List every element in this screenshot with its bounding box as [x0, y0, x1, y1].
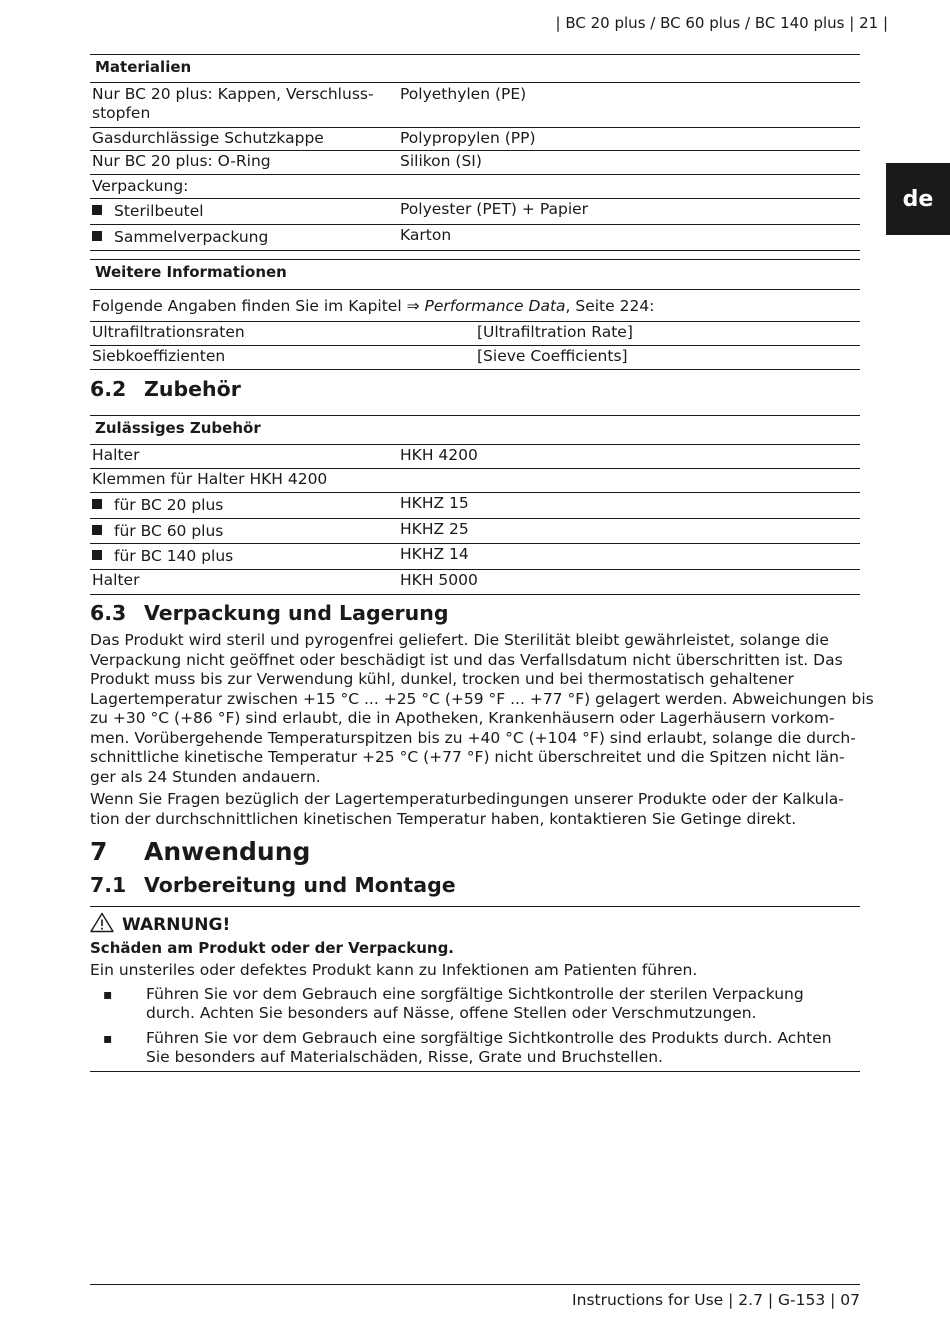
accessory-row-value: HKHZ 25 — [400, 520, 469, 538]
materials-bullet-row — [92, 228, 268, 248]
list-bullet-icon: ▪ — [103, 1031, 113, 1047]
paragraph-line: Verpackung nicht geöffnet oder beschädigt ist und das Verfallsdatum nicht überschritten ist. Das — [90, 650, 843, 669]
materials-row-label: Gasdurchlässige Schutzkappe — [92, 129, 324, 147]
table-rule — [90, 224, 860, 225]
paragraph-line: tion der durchschnittlichen kinetischen Temperatur haben, kontaktieren Sie Getinge direkt. — [90, 809, 797, 828]
section-number: 6.2 — [90, 377, 127, 401]
accessory-row-label: Halter — [92, 446, 140, 464]
paragraph-line: Das Produkt wird steril und pyrogenfrei geliefert. Die Sterilität bleibt gewährleistet, solange die — [90, 631, 829, 649]
bullet-square-icon — [92, 499, 102, 509]
table-rule — [90, 289, 860, 290]
materials-row-value: Polypropylen (PP) — [400, 129, 536, 147]
materials-row-label: stopfen — [92, 104, 151, 122]
further-info-intro — [92, 297, 654, 317]
materials-title: Materialien — [95, 58, 192, 76]
table-rule — [90, 468, 860, 469]
warning-item-line: Führen Sie vor dem Gebrauch eine sorgfältige Sichtkontrolle der sterilen Verpackung — [146, 985, 804, 1003]
paragraph-line: Produkt muss bis zur Verwendung kühl, dunkel, trocken und bei thermostatisch gehaltener — [90, 670, 794, 688]
table-rule — [90, 543, 860, 544]
table-rule — [90, 594, 860, 595]
materials-row-label: Sterilbeutel — [114, 202, 204, 220]
materials-row-value: Karton — [400, 226, 452, 244]
section-number: 7.1 — [90, 873, 127, 897]
section-number: 6.3 — [90, 601, 127, 625]
materials-row-label: Nur BC 20 plus: Kappen, Verschluss- — [92, 85, 374, 103]
paragraph-line: men. Vorübergehende Temperaturspitzen bis zu +40 °C (+104 °F) sind erlaubt, solange die durch- — [90, 728, 856, 747]
warning-bottom-rule — [90, 1071, 860, 1072]
section-heading-6-2 — [90, 377, 241, 401]
materials-row-label: Verpackung: — [92, 177, 189, 195]
page-header: | BC 20 plus / BC 60 plus / BC 140 plus | 21 | — [555, 14, 888, 32]
table-rule — [90, 150, 860, 151]
accessories-table-title: Zulässiges Zubehör — [95, 419, 261, 437]
warning-text: Ein unsteriles oder defektes Produkt kann zu Infektionen am Patienten führen. — [90, 961, 698, 979]
accessory-row-value: HKHZ 14 — [400, 545, 469, 563]
materials-row-value: Polyester (PET) + Papier — [400, 200, 589, 218]
table-rule — [90, 369, 860, 370]
accessory-bullet-row — [92, 496, 223, 516]
warning-heading — [90, 912, 230, 935]
table-rule — [90, 345, 860, 346]
further-info-row-label: Siebkoeffizienten — [92, 347, 226, 365]
paragraph-line: Wenn Sie Fragen bezüglich der Lagertemperaturbedingungen unserer Produkte oder der Kalkula- — [90, 790, 844, 808]
language-tab: de — [886, 163, 950, 235]
further-info-row-value: [Ultrafiltration Rate] — [477, 323, 633, 341]
paragraph-line: schnittliche kinetische Temperatur +25 °C (+77 °F) nicht überschreitet und die Spitzen nicht län- — [90, 748, 845, 766]
intro-text: Folgende Angaben finden Sie im Kapitel — [92, 297, 407, 315]
warning-item-line: durch. Achten Sie besonders auf Nässe, offene Stellen oder Verschmutzungen. — [146, 1004, 757, 1022]
bullet-square-icon — [92, 550, 102, 560]
table-rule — [90, 321, 860, 322]
accessory-row-label: Klemmen für Halter HKH 4200 — [92, 470, 328, 488]
section-heading-7-1 — [90, 873, 456, 897]
materials-row-value: Silikon (SI) — [400, 152, 482, 170]
accessory-row-label: für BC 60 plus — [114, 522, 224, 540]
warning-label: WARNUNG! — [122, 915, 231, 935]
accessory-row-value: HKHZ 15 — [400, 494, 469, 512]
intro-suffix: , Seite 224: — [565, 297, 655, 315]
bullet-square-icon — [92, 231, 102, 241]
warning-subtitle: Schäden am Produkt oder der Verpackung. — [90, 939, 455, 957]
table-rule — [90, 250, 860, 251]
arrow-icon: ⇒ — [406, 297, 420, 315]
warning-item-line: Führen Sie vor dem Gebrauch eine sorgfältige Sichtkontrolle des Produkts durch. Achten — [146, 1029, 832, 1047]
further-info-title: Weitere Informationen — [95, 263, 287, 281]
chapter-link[interactable]: Performance Data — [424, 297, 566, 315]
footer-rule — [90, 1284, 860, 1285]
page-footer: Instructions for Use | 2.7 | G-153 | 07 — [572, 1291, 860, 1309]
table-rule — [90, 569, 860, 570]
materials-row-value: Polyethylen (PE) — [400, 85, 527, 103]
accessory-row-label: für BC 20 plus — [114, 496, 224, 514]
table-rule — [90, 259, 860, 260]
chapter-number: 7 — [90, 837, 108, 866]
table-rule — [90, 518, 860, 519]
table-rule — [90, 174, 860, 175]
table-rule — [90, 82, 860, 83]
table-rule — [90, 492, 860, 493]
paragraph-line: zu +30 °C (+86 °F) sind erlaubt, die in Apotheken, Krankenhäusern oder Lagerhäusern vorkom- — [90, 709, 835, 727]
warning-item-line: Sie besonders auf Materialschäden, Risse, Grate und Bruchstellen. — [146, 1048, 663, 1066]
table-rule — [90, 198, 860, 199]
table-rule — [90, 444, 860, 445]
section-heading-6-3 — [90, 601, 449, 625]
bullet-square-icon — [92, 525, 102, 535]
accessory-bullet-row — [92, 547, 233, 567]
table-rule — [90, 127, 860, 128]
bullet-square-icon — [92, 205, 102, 215]
materials-bullet-row — [92, 202, 204, 222]
chapter-heading-7 — [90, 837, 310, 866]
storage-paragraph — [90, 631, 874, 787]
section-title: Vorbereitung und Montage — [144, 873, 456, 897]
warning-top-rule — [90, 906, 860, 907]
contact-paragraph — [90, 790, 860, 829]
further-info-row-label: Ultrafiltrationsraten — [92, 323, 245, 341]
accessory-row-label: für BC 140 plus — [114, 547, 234, 565]
paragraph-line: ger als 24 Stunden andauern. — [90, 767, 321, 786]
materials-row-label: Sammelverpackung — [114, 228, 269, 246]
further-info-row-value: [Sieve Coefficients] — [477, 347, 628, 365]
accessory-row-value: HKH 4200 — [400, 446, 478, 464]
section-title: Verpackung und Lagerung — [144, 601, 449, 625]
paragraph-line: Lagertemperatur zwischen +15 °C ... +25 °C (+59 °F ... +77 °F) gelagert werden. Abweichungen bis — [90, 689, 874, 708]
materials-row-label: Nur BC 20 plus: O-Ring — [92, 152, 271, 170]
section-title: Zubehör — [144, 377, 241, 401]
accessory-bullet-row — [92, 522, 223, 542]
warning-triangle-icon — [90, 912, 114, 933]
accessory-row-value: HKH 5000 — [400, 571, 478, 589]
table-rule — [90, 54, 860, 55]
list-bullet-icon: ▪ — [103, 987, 113, 1003]
table-rule — [90, 415, 860, 416]
chapter-title: Anwendung — [144, 837, 311, 866]
accessory-row-label: Halter — [92, 571, 140, 589]
